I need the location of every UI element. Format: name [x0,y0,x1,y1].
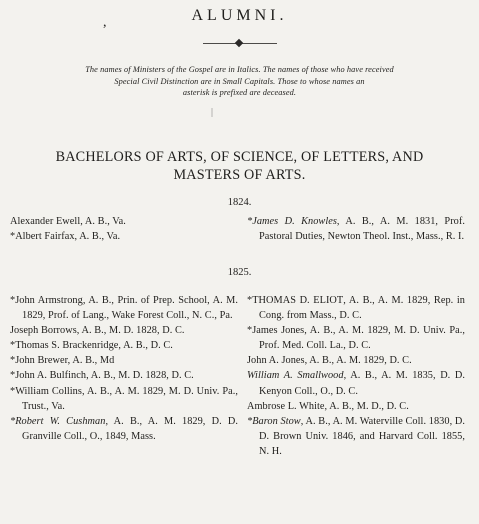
alumni-entry [10,338,238,353]
alumni-entry [247,214,465,244]
alumni-entry [247,323,465,353]
year-heading-1825: 1825. [227,267,252,278]
alumni-name: *Albert Fairfax [10,231,75,243]
page-title: ALUMNI. [191,7,288,24]
alumni-entry [10,384,238,414]
alumni-details: , A. B., A. M. 1829, D. C. [304,355,412,367]
alumni-entry [10,293,238,323]
alumni-entry [247,353,465,368]
alumni-entry [247,399,465,414]
alumni-details: , A. B., M. D., D. C. [324,400,409,412]
alumni-name: John A. Jones [247,355,305,367]
alumni-details: , A. B., Prin. of Prep. School, A. M. 1829, Prof. of Lang., Wake Forest Coll., N. C., Pa. [22,295,238,322]
column-1824-left [10,214,238,244]
alumni-details: , A. B., A. M. 1829, D. D. Granville Coll., O., 1849, Mass. [22,415,238,442]
alumni-details: , A. B., M. D. 1828, D. C. [86,370,194,382]
alumni-name: *Baron Stow [247,415,301,427]
alumni-entry [10,323,238,338]
section-heading [8,149,471,184]
alumni-name: *John Armstrong [10,295,83,306]
year-heading-1824: 1824. [227,197,252,208]
alumni-entry [247,368,465,398]
explanatory-note [10,64,469,99]
alumni-name: *William Collins [10,385,82,397]
alumni-name: William A. Smallwood [247,370,344,382]
note-line-3: asterisk is prefixed are deceased. [182,88,297,97]
alumni-details: , A. B., Va. [74,231,121,243]
alumni-name: *Thomas S. Brackenridge [10,340,119,352]
alumni-name: Joseph Borrows [10,325,77,337]
column-1824-right [247,214,465,244]
alumni-details: , A. B., M. D. 1828, D. C. [76,325,185,337]
note-line-2: Special Civil Distinction are in Small Capitals. Those to whose names an [114,76,365,86]
faint-mark [211,108,213,117]
alumni-name: Alexander Ewell [10,216,81,227]
alumni-details: , A. B., Md [67,355,115,367]
alumni-details: , A. B., A. M. 1829, Rep. in Cong. from Mass., D. C. [259,295,465,322]
alumni-entry [247,414,465,459]
alumni-entry [10,353,238,368]
alumni-entry [10,229,238,244]
alumni-details: , A. B., A. M. 1829, M. D. Univ. Pa., Prof. Med. Coll. La., D. C. [259,325,466,352]
column-1825-left [10,293,238,444]
title-rule-ornament [235,39,243,47]
header-mark: , [103,15,107,30]
section-heading-line-2: MASTERS OF ARTS. [173,166,306,183]
alumni-name: *James D. Knowles [247,216,337,227]
note-line-1: The names of Ministers of the Gospel are in Italics. The names of those who have received [85,65,394,74]
alumni-name: *John A. Bulfinch [10,370,87,382]
alumni-details: , A. B., A. M. 1835, D. D. Kenyon Coll., O., D. C. [259,370,465,397]
alumni-details: , A. B., Va. [80,216,126,227]
alumni-name: *Robert W. Cushman [10,415,106,427]
alumni-details: , A. B., A. M. 1831, Prof. Pastoral Duties, Newton Theol. Inst., Mass., R. I. [259,216,465,243]
alumni-details: , A. B., A. M. 1829, M. D. Univ. Pa., Trust., Va. [22,385,238,412]
section-heading-line-1: BACHELORS OF ARTS, OF SCIENCE, OF LETTERS, AND [55,149,424,165]
alumni-entry [10,368,238,383]
alumni-details: , A. B., D. C. [118,340,173,352]
alumni-name: Ambrose L. White [247,400,325,412]
alumni-name: *James Jones [247,325,305,337]
alumni-entry [10,214,238,229]
alumni-entry [10,414,238,444]
column-1825-right [247,293,465,459]
alumni-details: , A. B., A. M. Waterville Coll. 1830, D. D. Brown Univ. 1846, and Harvard Coll. 1855, N. H. [259,415,465,457]
alumni-name: *THOMAS D. ELIOT [247,295,344,306]
alumni-name: *John Brewer [10,355,68,367]
alumni-entry [247,293,465,323]
